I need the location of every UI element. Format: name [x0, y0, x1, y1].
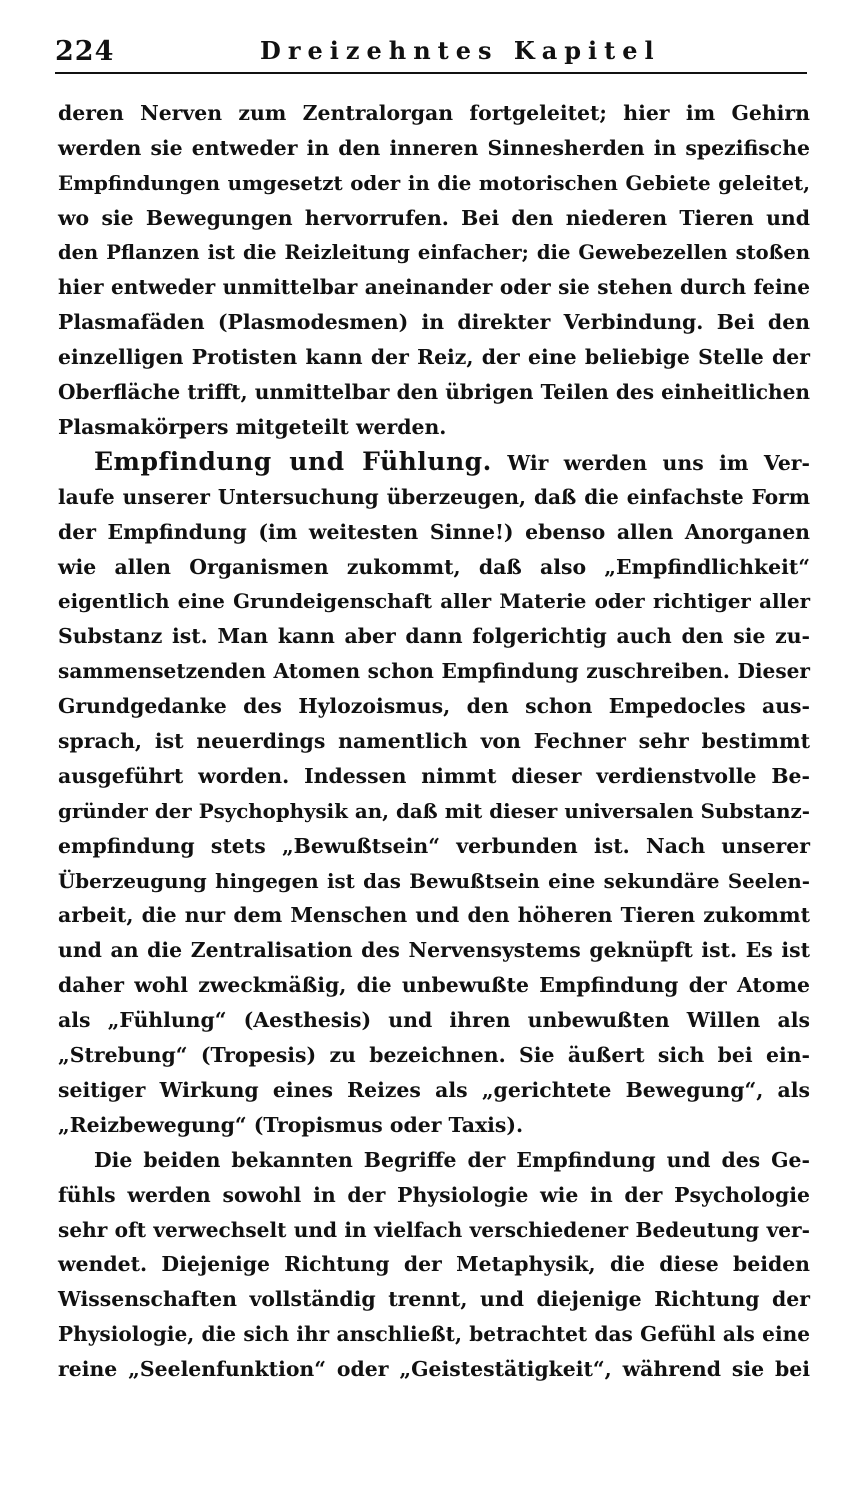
text-line: und an die Zentralisation des Nervensystems geknüpft ist. Es ist	[58, 938, 810, 963]
text-line: einzelligen Protisten kann der Reiz, der eine beliebige Stelle der	[58, 345, 810, 370]
text-line: den Pflanzen ist die Reizleitung einfacher; die Gewebezellen stoßen	[58, 240, 810, 264]
text-line: gründer der Psychophysik an, daß mit dieser universalen Substanz-	[58, 798, 810, 823]
text-line: „Reizbewegung“ (Tropismus oder Taxis).	[58, 1112, 524, 1137]
text-line: Wissenschaften vollständig trennt, und diejenige Richtung der	[58, 1287, 810, 1312]
text-line: ausgeführt worden. Indessen nimmt dieser verdienstvolle Be-	[58, 763, 810, 788]
text-line: werden sie entweder in den inneren Sinnesherden in spezifische	[58, 135, 810, 160]
text-line: daher wohl zweckmäßig, die unbewußte Empfindung der Atome	[58, 973, 810, 998]
text-line: Oberfläche trifft, unmittelbar den übrigen Teilen des einheitlichen	[58, 380, 810, 405]
section-first-line	[58, 445, 810, 480]
running-head: Dreizehntes Kapitel	[260, 36, 661, 65]
text-line: laufe unserer Untersuchung überzeugen, daß die einfachste Form	[58, 484, 810, 509]
text-line: Grundgedanke des Hylozoismus, den schon Empedocles aus-	[58, 694, 810, 719]
text-line: Die beiden bekannten Begriffe der Empfindung und des Ge-	[94, 1147, 810, 1172]
text-line: Plasmafäden (Plasmodesmen) in direkter Verbindung. Bei den	[58, 310, 810, 335]
page-header	[55, 28, 807, 74]
text-line: seitiger Wirkung eines Reizes als „gerichtete Bewegung“, als	[58, 1077, 810, 1102]
text-line: sammensetzenden Atomen schon Empfindung zuschreiben. Dieser	[58, 659, 810, 684]
text-line: Physiologie, die sich ihr anschließt, betrachtet das Gefühl als eine	[58, 1322, 810, 1347]
section-first-line-text: Wir werden uns im Ver-	[507, 450, 810, 475]
text-line: wo sie Bewegungen hervorrufen. Bei den niederen Tieren und	[58, 205, 810, 230]
body-text	[58, 96, 810, 1387]
text-line: Substanz ist. Man kann aber dann folgerichtig auch den sie zu-	[58, 624, 810, 649]
text-line: eigentlich eine Grundeigenschaft aller Materie oder richtiger aller	[58, 589, 810, 614]
page-number: 224	[55, 36, 115, 67]
text-line: sehr oft verwechselt und in vielfach verschiedener Bedeutung ver-	[58, 1217, 810, 1242]
text-line: Überzeugung hingegen ist das Bewußtsein eine sekundäre Seelen-	[58, 868, 810, 893]
text-line: wie allen Organismen zukommt, daß also „Empfindlichkeit“	[58, 554, 810, 579]
text-line: als „Fühlung“ (Aesthesis) und ihren unbewußten Willen als	[58, 1008, 810, 1033]
text-line: sprach, ist neuerdings namentlich von Fechner sehr bestimmt	[58, 729, 810, 754]
text-line: deren Nerven zum Zentralorgan fortgeleitet; hier im Gehirn	[58, 101, 810, 125]
text-line: der Empfindung (im weitesten Sinne!) ebenso allen Anorganen	[58, 519, 810, 544]
text-line: hier entweder unmittelbar aneinander oder sie stehen durch feine	[58, 275, 810, 300]
text-line: wendet. Diejenige Richtung der Metaphysik, die diese beiden	[58, 1252, 810, 1277]
text-line: empfindung stets „Bewußtsein“ verbunden ist. Nach unserer	[58, 833, 810, 858]
text-line: arbeit, die nur dem Menschen und den höheren Tieren zukommt	[58, 903, 810, 928]
section-heading: Empfindung und Fühlung.	[94, 446, 492, 476]
text-line: reine „Seelenfunktion“ oder „Geistestätigkeit“, während sie bei	[58, 1357, 810, 1382]
text-line: Empfindungen umgesetzt oder in die motorischen Gebiete geleitet,	[58, 170, 810, 195]
text-line: Plasmakörpers mitgeteilt werden.	[58, 415, 447, 440]
text-line: fühls werden sowohl in der Physiologie wie in der Psychologie	[58, 1182, 810, 1207]
text-line: „Strebung“ (Tropesis) zu bezeichnen. Sie äußert sich bei ein-	[58, 1043, 810, 1068]
